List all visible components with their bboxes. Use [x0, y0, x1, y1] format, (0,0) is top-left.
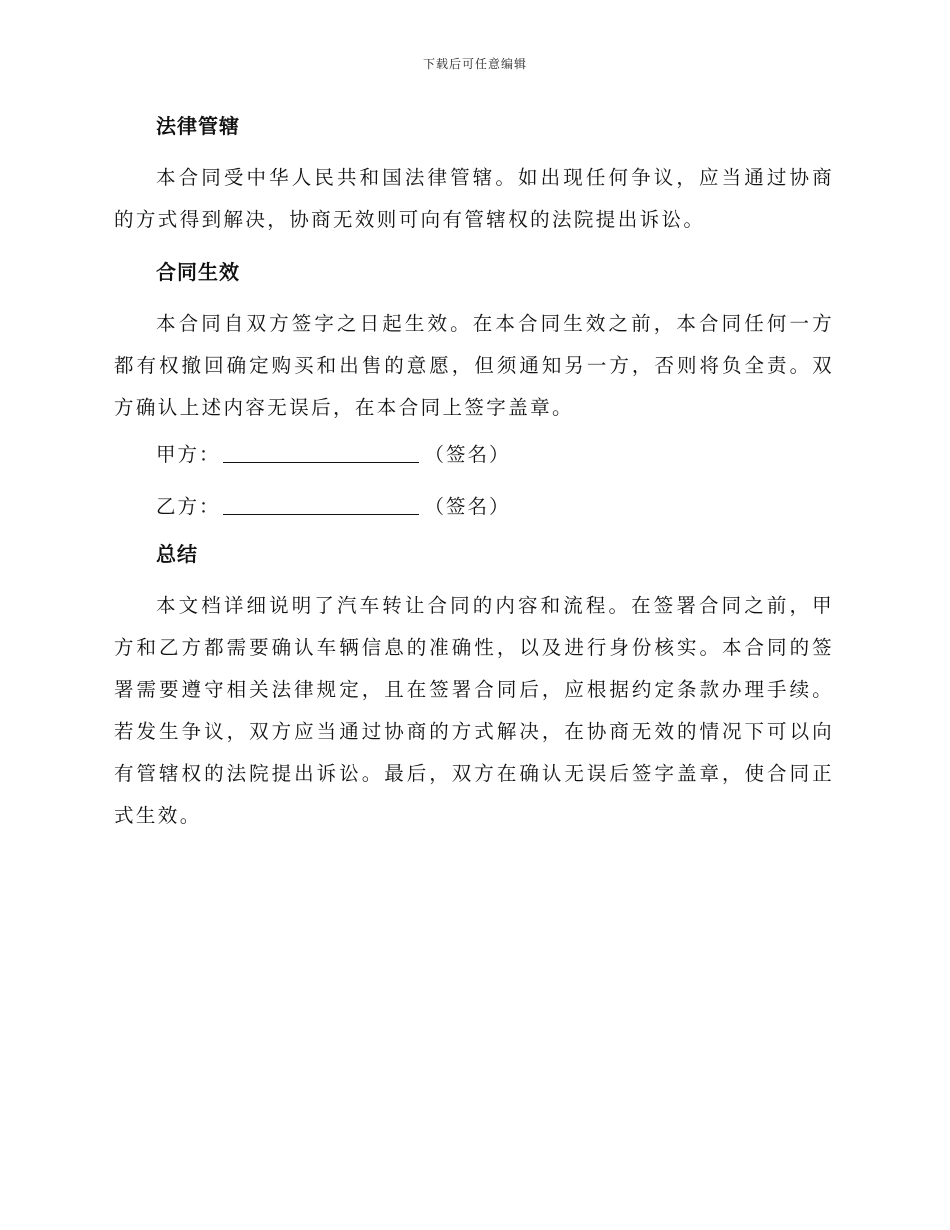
heading-jurisdiction: 法律管辖: [156, 114, 240, 138]
paragraph-effect: 本合同自双方签字之日起生效。在本合同生效之前，本合同任何一方都有权撤回确定购买和出售的意愿，但须通知另一方，否则将负全责。双方确认上述内容无误后，在本合同上签字盖章。: [114, 312, 834, 419]
paragraph-summary: 本文档详细说明了汽车转让合同的内容和流程。在签署合同之前，甲方和乙方都需要确认车辆信息的准确性，以及进行身份核实。本合同的签署需要遵守相关法律规定，且在签署合同后，应根据约定条款办理手续。若发生争议，双方应当通过协商的方式解决，在协商无效的情况下可以向有管辖权的法院提出诉讼。最后，双方在确认无误后签字盖章，使合同正式生效。: [114, 594, 834, 827]
party-b-signature-blank[interactable]: [223, 494, 419, 515]
paragraph-jurisdiction: 本合同受中华人民共和国法律管辖。如出现任何争议，应当通过协商的方式得到解决，协商无效则可向有管辖权的法院提出诉讼。: [114, 166, 834, 231]
party-a-suffix: （签名）: [424, 443, 511, 466]
document-body: [114, 105, 834, 837]
signature-party-a: [114, 429, 834, 481]
party-a-signature-blank[interactable]: [223, 442, 419, 463]
heading-summary: 总结: [156, 542, 198, 566]
heading-effect: 合同生效: [156, 260, 240, 284]
party-a-label: 甲方：: [156, 443, 221, 466]
signature-party-b: [114, 481, 834, 533]
party-b-label: 乙方：: [156, 495, 221, 518]
party-b-suffix: （签名）: [424, 495, 511, 518]
header-note: 下载后可任意编辑: [422, 57, 527, 71]
